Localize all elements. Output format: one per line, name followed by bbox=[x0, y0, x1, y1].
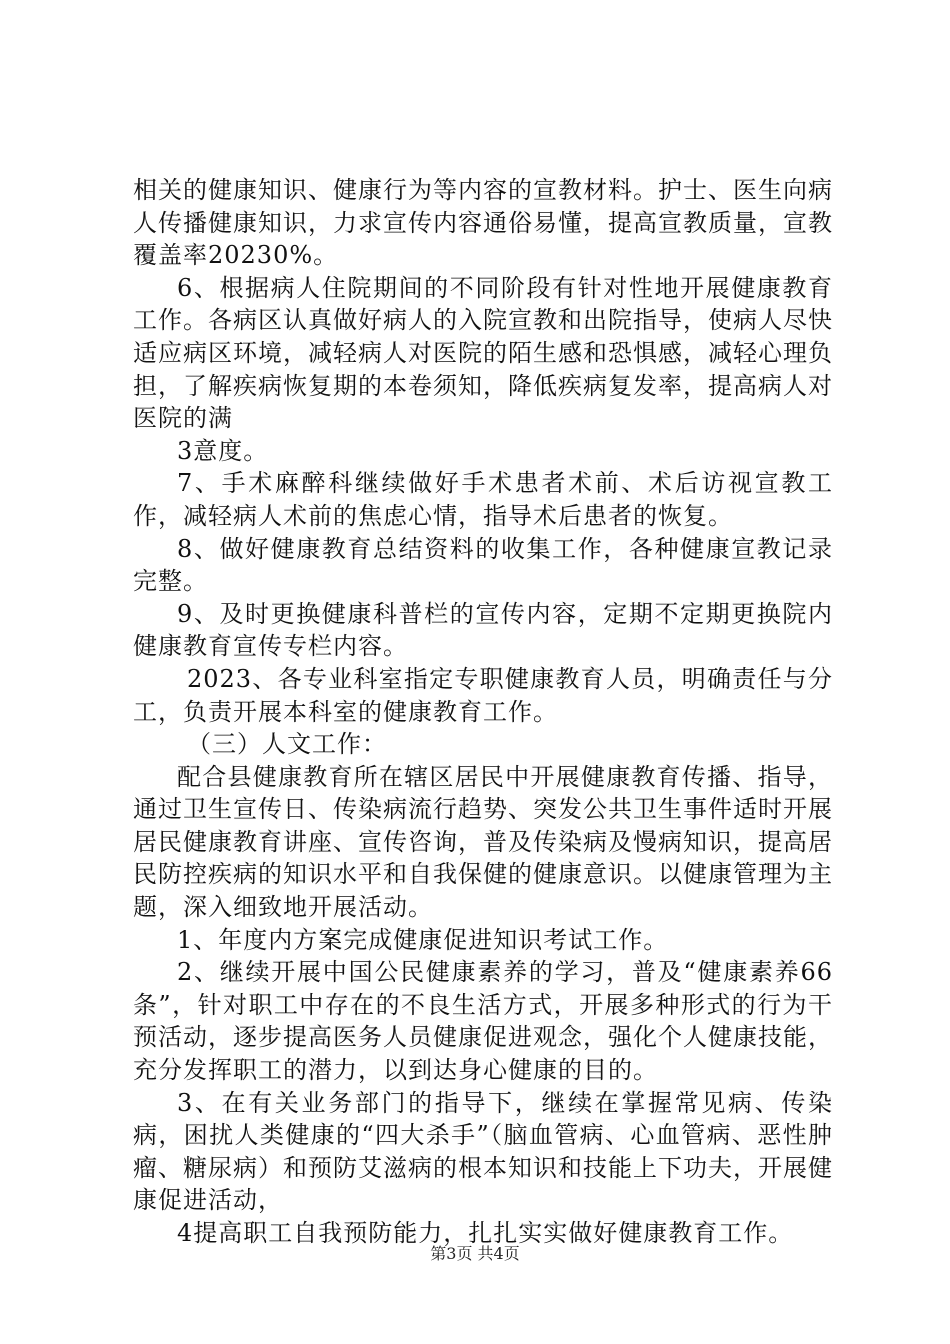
document-body bbox=[133, 174, 833, 1250]
paragraph-4: 7、手术麻醉科继续做好手术患者术前、术后访视宣教工作，减轻病人术前的焦虑心情，指导术后患者的恢复。 bbox=[133, 469, 833, 530]
paragraph-5: 8、做好健康教育总结资料的收集工作，各种健康宣教记录完整。 bbox=[133, 534, 833, 596]
paragraph-1: 相关的健康知识、健康行为等内容的宣教材料。护士、医生向病人传播健康知识，力求宣传内容通俗易懂，提高宣教质量，宣教覆盖率20230%。 bbox=[133, 176, 833, 270]
paragraph-9: 配合县健康教育所在辖区居民中开展健康教育传播、指导，通过卫生宣传日、传染病流行趋势、突发公共卫生事件适时开展居民健康教育讲座、宣传咨询，普及传染病及慢病知识，提高居民防控疾病的知识水平和自我保健的健康意识。以健康管理为主题，深入细致地开展活动。 bbox=[133, 762, 833, 922]
page-footer bbox=[0, 1244, 950, 1264]
paragraph-13: 4提高职工自我预防能力，扎扎实实做好健康教育工作。 bbox=[177, 1219, 794, 1247]
paragraph-12: 3、在有关业务部门的指导下，继续在掌握常见病、传染病，困扰人类健康的“四大杀手”（脑血管病、心血管病、恶性肿瘤、糖尿病）和预防艾滋病的根本知识和技能上下功夫，开展健康促进活动， bbox=[133, 1088, 833, 1215]
paragraph-6: 9、及时更换健康科普栏的宣传内容，定期不定期更换院内健康教育宣传专栏内容。 bbox=[133, 599, 833, 661]
paragraph-2: 6、根据病人住院期间的不同阶段有针对性地开展健康教育工作。各病区认真做好病人的入院宣教和出院指导，使病人尽快适应病区环境，减轻病人对医院的陌生感和恐惧感，减轻心理负担，了解疾病恢复期的本卷须知，降低疾病复发率，提高病人对医院的满 bbox=[133, 273, 833, 433]
section-heading: （三）人文工作： bbox=[187, 730, 387, 759]
paragraph-11: 2、继续开展中国公民健康素养的学习，普及“健康素养66条”，针对职工中存在的不良生活方式，开展多种形式的行为干预活动，逐步提高医务人员健康促进观念，强化个人健康技能，充分发挥职工的潜力，以到达身心健康的目的。 bbox=[133, 958, 833, 1085]
page-number: 第3页 共4页 bbox=[430, 1244, 520, 1263]
paragraph-10: 1、年度内方案完成健康促进知识考试工作。 bbox=[177, 925, 669, 954]
paragraph-7: 2023、各专业科室指定专职健康教育人员，明确责任与分工，负责开展本科室的健康教育工作。 bbox=[133, 664, 833, 726]
paragraph-3: 3意度。 bbox=[177, 436, 269, 465]
